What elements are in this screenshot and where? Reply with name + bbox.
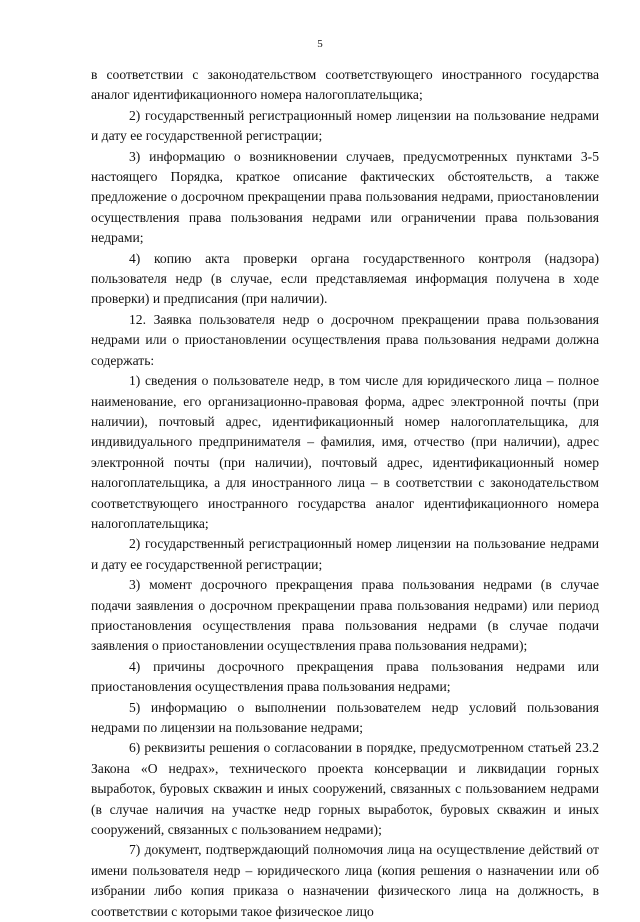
page-body: [91, 65, 599, 922]
paragraph-item-3: 3) информацию о возникновении случаев, предусмотренных пунктами 3-5 настоящего Порядка, краткое описание фактических обстоятельств, а также предложение о досрочном прекращении права пользования недрами, приостановлении осуществления права пользования недрами или ограничении права пользования недрами;: [91, 148, 599, 246]
paragraph-section-12: 12. Заявка пользователя недр о досрочном прекращении права пользования недрами или о приостановлении осуществления права пользования недрами должна содержать:: [91, 311, 599, 368]
page-number: 5: [317, 38, 323, 50]
paragraph-12-item-3: 3) момент досрочного прекращения права пользования недрами (в случае подачи заявления о досрочном прекращении права пользования недрами) или период приостановления осуществления права пользования недрами (в случае подачи заявления о приостановлении осуществления права пользования недрами);: [91, 577, 599, 654]
paragraph-12-item-7: 7) документ, подтверждающий полномочия лица на осуществление действий от имени пользователя недр – юридического лица (копия решения о назначении или об избрании либо копия приказа о назначении физического лица на должность, в соответствии с которыми такое физическое лицо: [91, 842, 599, 919]
paragraph-12-item-5: 5) информацию о выполнении пользователем недр условий пользования недрами по лицензии на пользование недрами;: [91, 699, 599, 735]
paragraph-12-item-6: 6) реквизиты решения о согласовании в порядке, предусмотренном статьей 23.2 Закона «О недрах», технического проекта консервации и ликвидации горных выработок, буровых скважин и иных сооружений, связанных с пользованием недрами (в случае наличия на участке недр горных выработок, буровых скважин и иных сооружений, связанных с пользованием недрами);: [91, 740, 599, 838]
paragraph-12-item-4: 4) причины досрочного прекращения права пользования недрами или приостановления осуществления права пользования недрами;: [91, 658, 599, 695]
paragraph-item-2: 2) государственный регистрационный номер лицензии на пользование недрами и дату ее государственной регистрации;: [91, 107, 599, 144]
paragraph-12-item-2: 2) государственный регистрационный номер лицензии на пользование недрами и дату ее государственной регистрации;: [91, 536, 599, 572]
paragraph-12-item-1: 1) сведения о пользователе недр, в том числе для юридического лица – полное наименование, его организационно-правовая форма, адрес электронной почты (при наличии), почтовый адрес, идентификационный номер налогоплательщика, для индивидуального предпринимателя – фамилия, имя, отчество (при наличии), адрес электронной почты (при наличии), почтовый адрес, идентификационный номер налогоплательщика, а для иностранного лица – в соответствии с законодательством соответствующего иностранного государства аналог идентификационного номера налогоплательщика;: [91, 373, 599, 531]
paragraph-item-4: 4) копию акта проверки органа государственного контроля (надзора) пользователя недр (в случае, если представляемая информация получена в ходе проверки) и предписания (при наличии).: [91, 250, 599, 307]
paragraph-continuation: в соответствии с законодательством соответствующего иностранного государства аналог идентификационного номера налогоплательщика;: [91, 67, 599, 103]
